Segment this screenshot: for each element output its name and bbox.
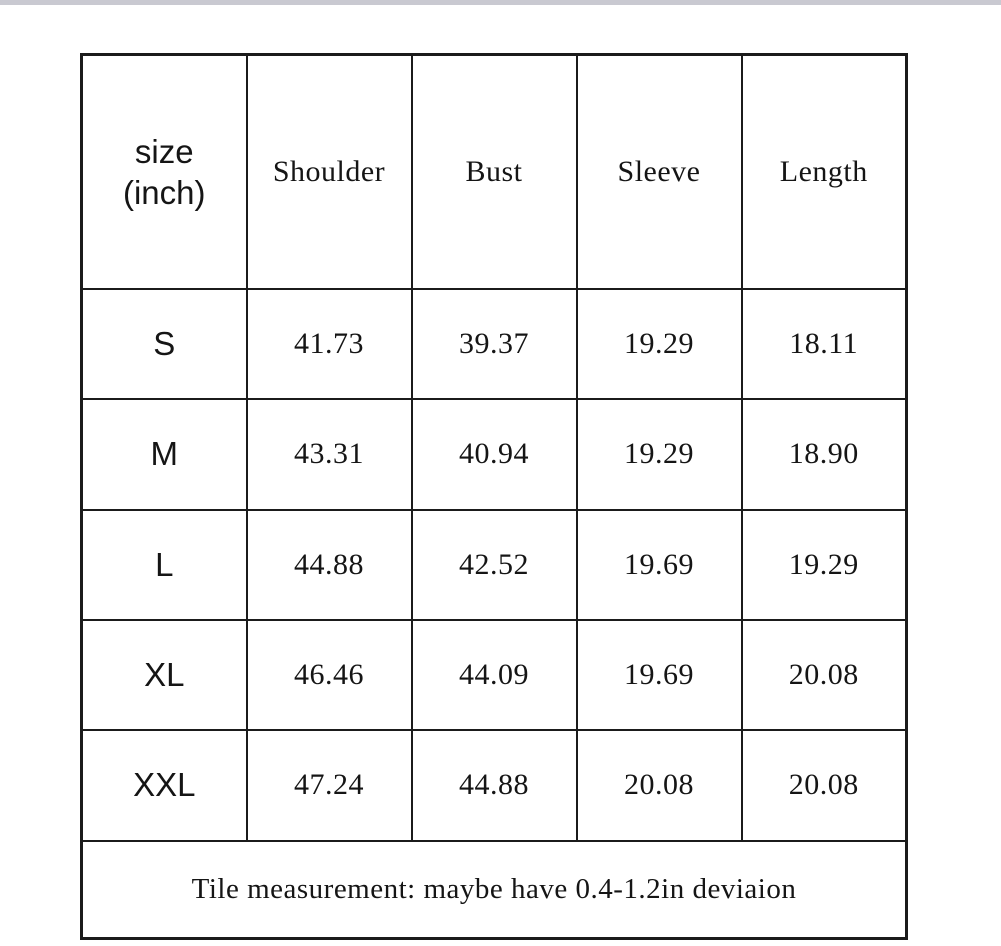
size-label-xxl: XXL: [82, 730, 247, 840]
value-l-shoulder: 44.88: [247, 510, 412, 620]
value-s-sleeve: 19.29: [577, 289, 742, 399]
value-l-sleeve: 19.69: [577, 510, 742, 620]
header-row: [82, 55, 907, 289]
value-l-length: 19.29: [742, 510, 907, 620]
value-s-shoulder: 41.73: [247, 289, 412, 399]
size-chart-table: [80, 53, 908, 940]
value-s-bust: 39.37: [412, 289, 577, 399]
value-xxl-length: 20.08: [742, 730, 907, 840]
header-cell-size: [82, 55, 247, 289]
table-row-m: [82, 399, 907, 509]
value-m-shoulder: 43.31: [247, 399, 412, 509]
size-label-m: M: [82, 399, 247, 509]
table-row-xxl: [82, 730, 907, 840]
top-edge-strip: [0, 0, 1001, 5]
value-xxl-sleeve: 20.08: [577, 730, 742, 840]
size-label-xl: XL: [82, 620, 247, 730]
table-row-xl: [82, 620, 907, 730]
size-label-s: S: [82, 289, 247, 399]
value-xl-bust: 44.09: [412, 620, 577, 730]
table-row-s: [82, 289, 907, 399]
value-xl-length: 20.08: [742, 620, 907, 730]
size-unit-label-line1: size: [134, 132, 194, 170]
table-row-l: [82, 510, 907, 620]
value-xl-sleeve: 19.69: [577, 620, 742, 730]
value-xl-shoulder: 46.46: [247, 620, 412, 730]
size-label-l: L: [82, 510, 247, 620]
value-xxl-shoulder: 47.24: [247, 730, 412, 840]
header-cell-sleeve: Sleeve: [577, 55, 742, 289]
value-xxl-bust: 44.88: [412, 730, 577, 840]
measurement-deviation-note: Tile measurement: maybe have 0.4-1.2in deviaion: [82, 841, 907, 939]
footer-row: [82, 841, 907, 939]
value-m-sleeve: 19.29: [577, 399, 742, 509]
header-cell-bust: Bust: [412, 55, 577, 289]
value-s-length: 18.11: [742, 289, 907, 399]
value-m-bust: 40.94: [412, 399, 577, 509]
value-m-length: 18.90: [742, 399, 907, 509]
header-cell-shoulder: Shoulder: [247, 55, 412, 289]
size-unit-label-line2: (inch): [122, 173, 206, 211]
value-l-bust: 42.52: [412, 510, 577, 620]
header-cell-length: Length: [742, 55, 907, 289]
